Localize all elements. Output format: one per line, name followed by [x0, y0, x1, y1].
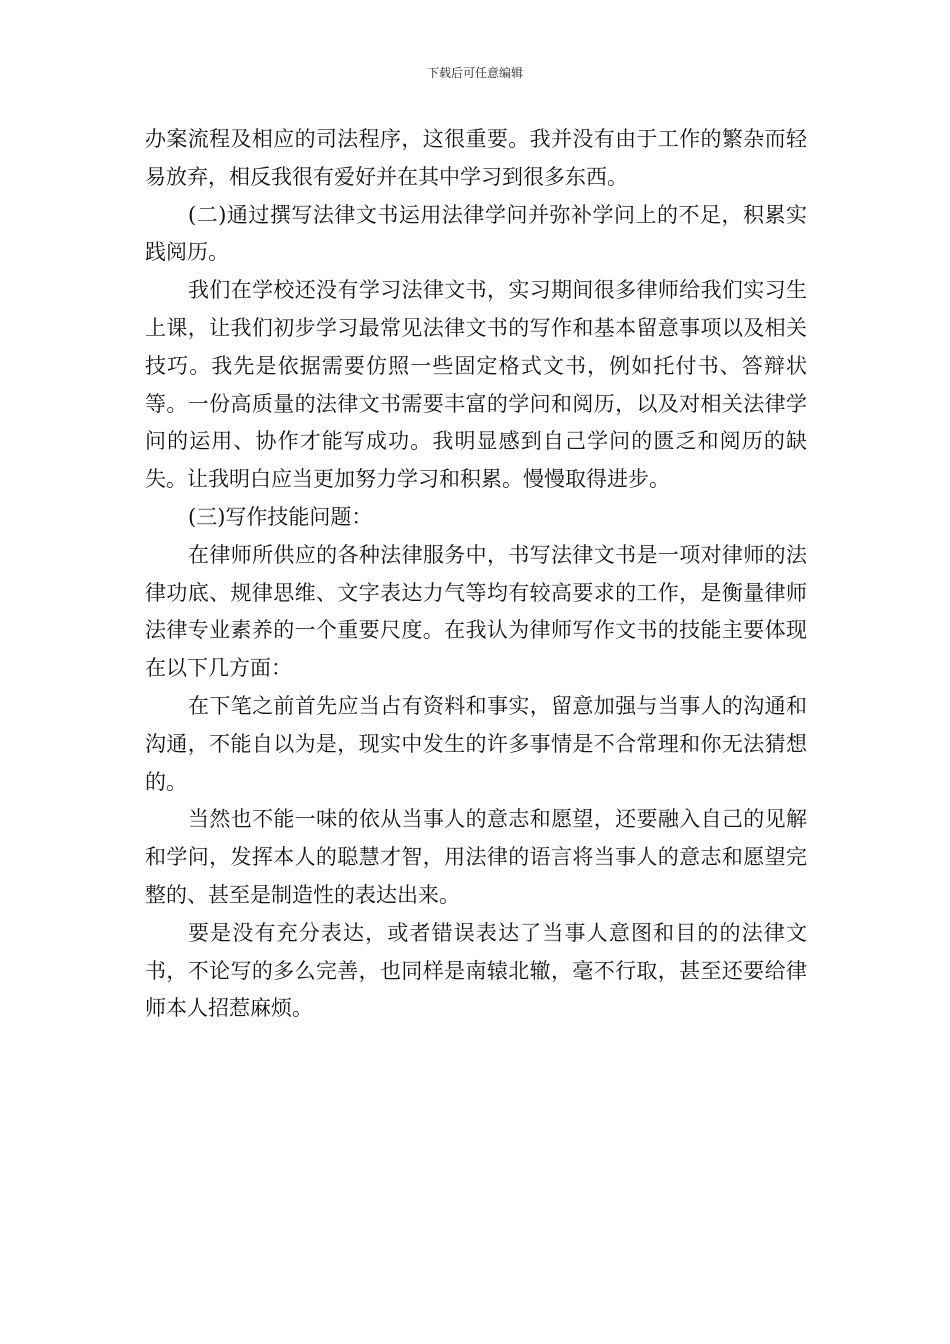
page-header: 下载后可任意编辑 [426, 66, 523, 80]
paragraph-gather-facts: 在下笔之前首先应当占有资料和事实，留意加强与当事人的沟通和沟通，不能自以为是，现实中发生的许多事情是不合常理和你无法猜想的。 [145, 693, 807, 794]
paragraph-own-insight: 当然也不能一味的依从当事人的意志和愿望，还要融入自己的见解和学问，发挥本人的聪慧才智，用法律的语言将当事人的意志和愿望完整的、甚至是制造性的表达出来。 [145, 807, 807, 907]
document-body [145, 121, 807, 1028]
paragraph-continuation: 办案流程及相应的司法程序，这很重要。我并没有由于工作的繁杂而轻易放弃，相反我很有爱好并在其中学习到很多东西。 [145, 127, 807, 189]
paragraph-legal-documents-study: 我们在学校还没有学习法律文书，实习期间很多律师给我们实习生上课，让我们初步学习最常见法律文书的写作和基本留意事项以及相关技巧。我先是依据需要仿照一些固定格式文书，例如托付书、答辩状等。一份高质量的法律文书需要丰富的学问和阅历，以及对相关法律学问的运用、协作才能写成功。我明显感到自己学问的匮乏和阅历的缺失。让我明白应当更加努力学习和积累。慢慢取得进步。 [145, 278, 807, 492]
paragraph-expression-errors: 要是没有充分表达，或者错误表达了当事人意图和目的的法律文书，不论写的多么完善，也同样是南辕北辙，毫不行取，甚至还要给律师本人招惹麻烦。 [145, 920, 807, 1021]
paragraph-writing-skills-intro: 在律师所供应的各种法律服务中，书写法律文书是一项对律师的法律功底、规律思维、文字表达力气等均有较高要求的工作，是衡量律师法律专业素养的一个重要尺度。在我认为律师写作文书的技能主要体现在以下几方面： [145, 542, 807, 681]
paragraph-section-two-heading: (二)通过撰写法律文书运用法律学问并弥补学问上的不足，积累实践阅历。 [145, 202, 807, 265]
paragraph-section-three-heading: (三)写作技能问题： [188, 504, 373, 529]
